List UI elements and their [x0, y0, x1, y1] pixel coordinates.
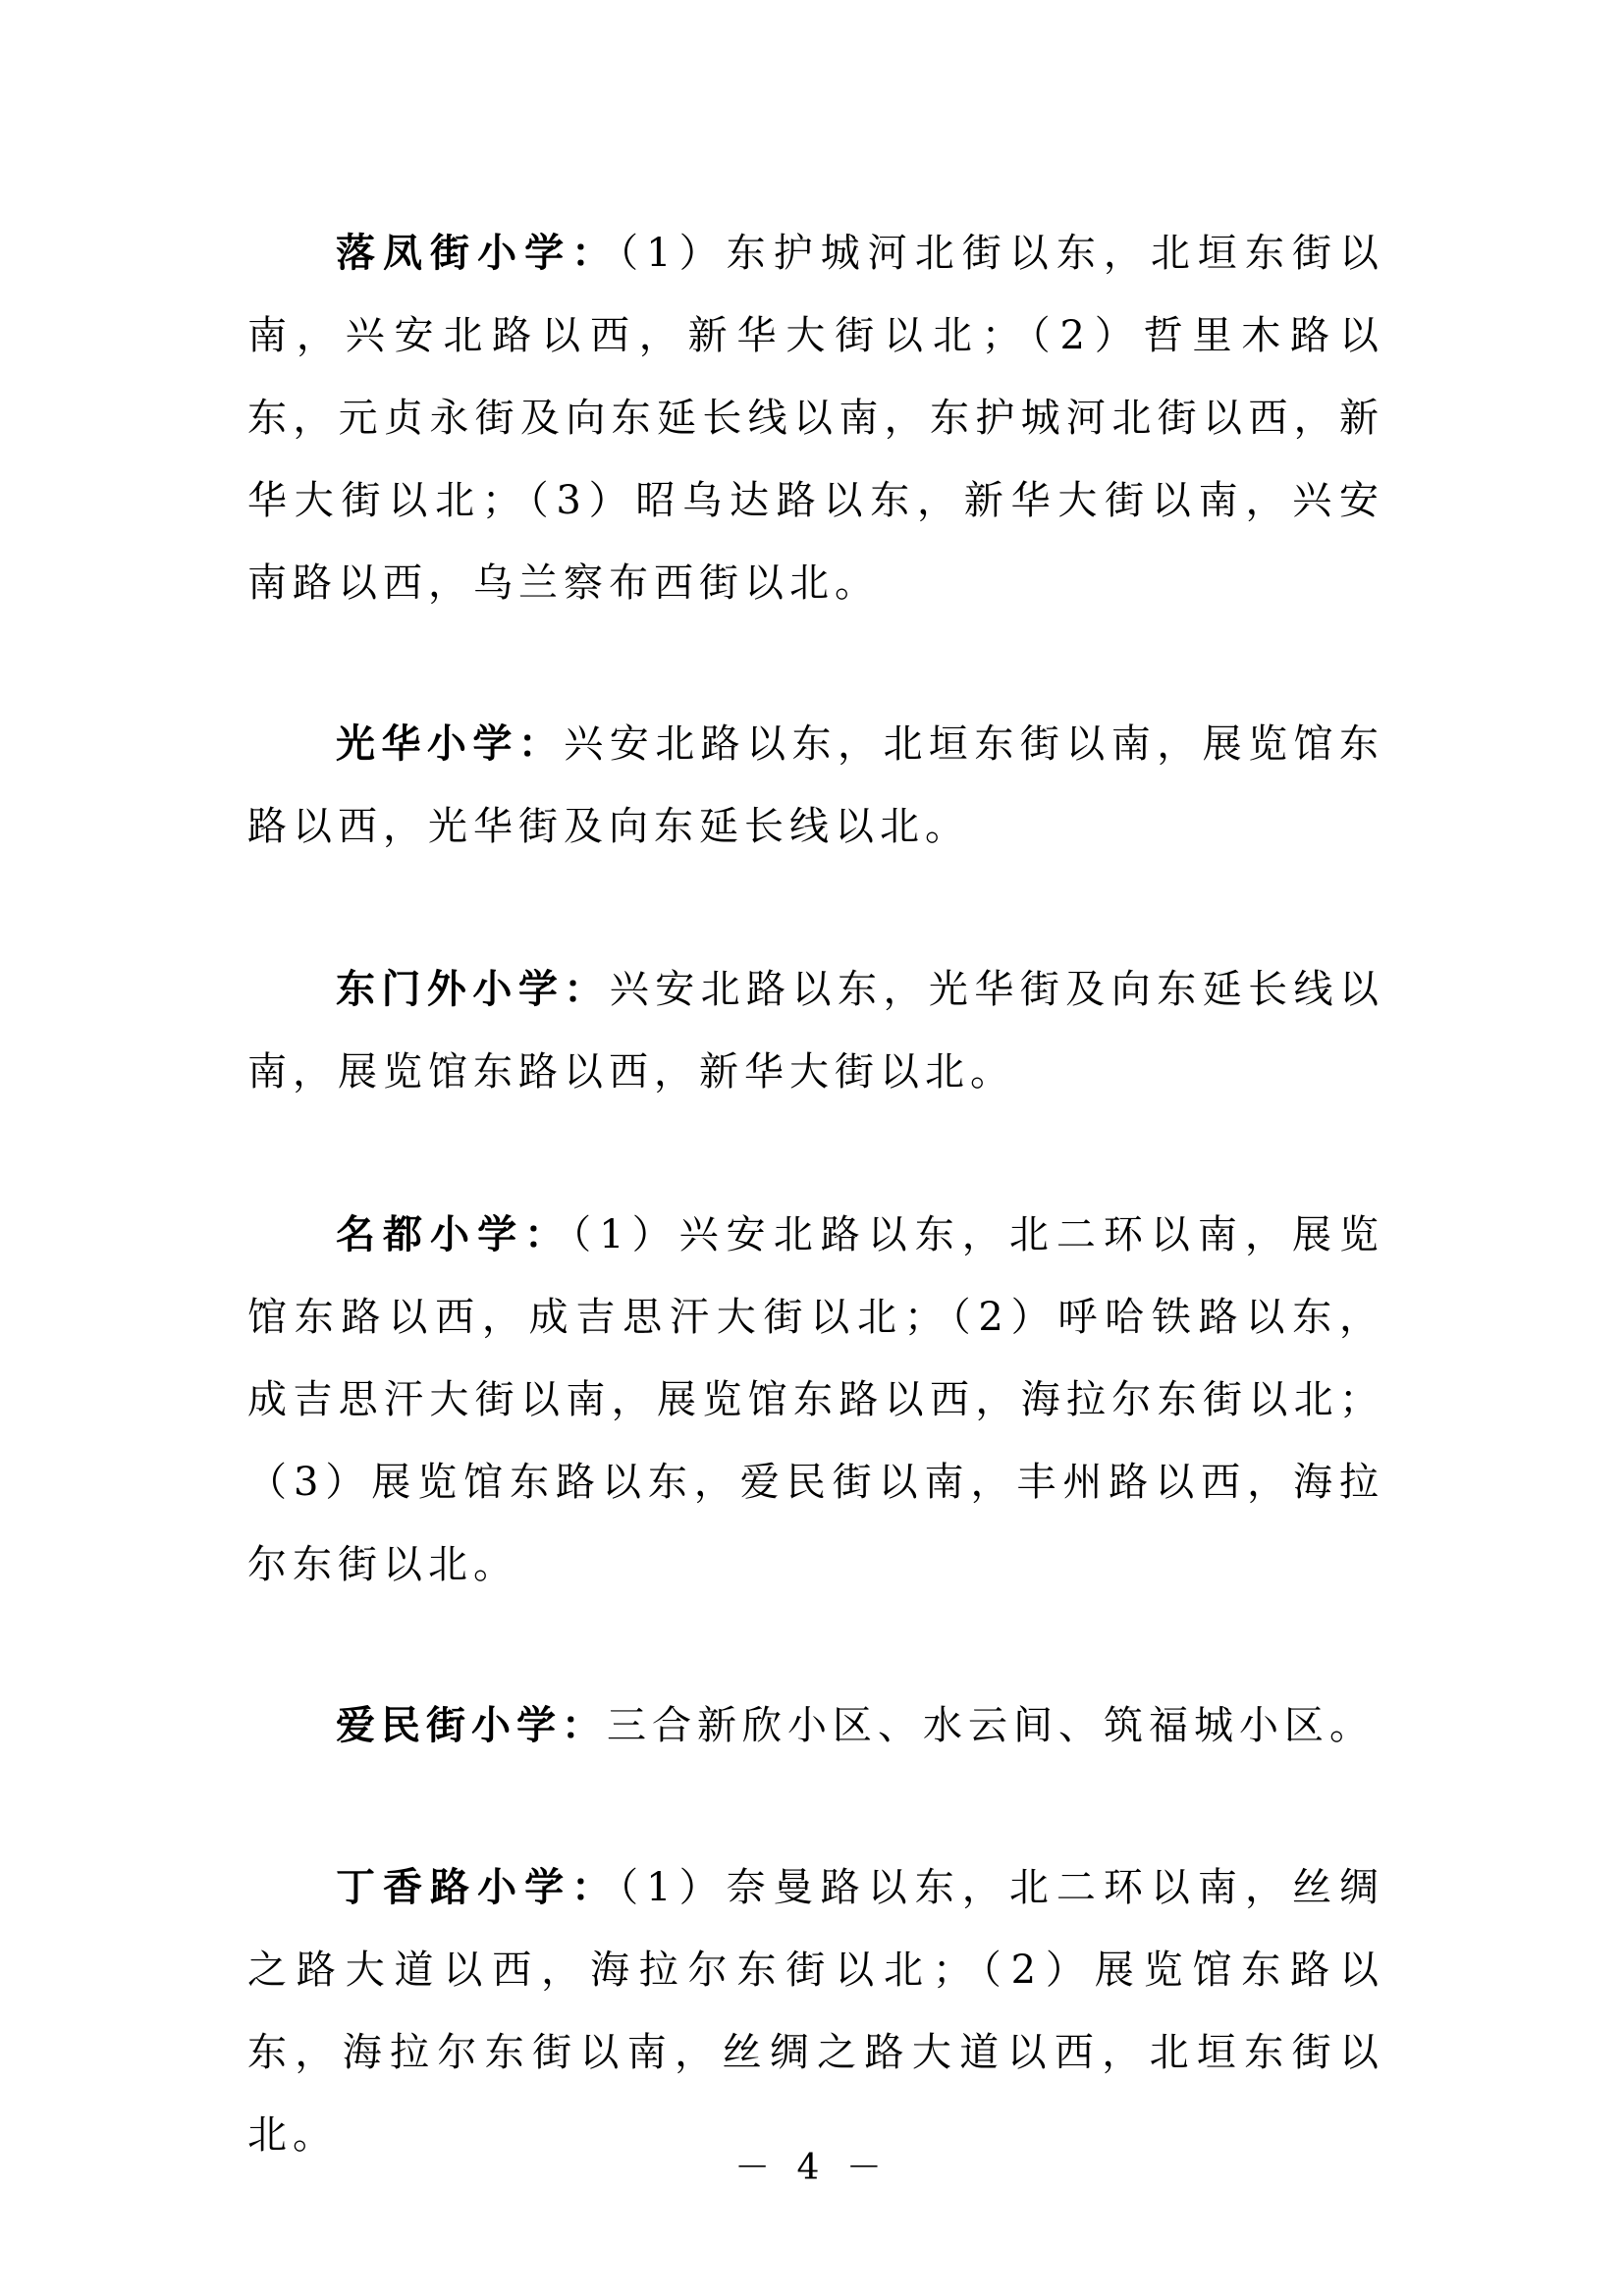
school-zone-entry	[247, 212, 1384, 624]
zone-description: 兴安北路以东，光华街及向东延长线以南，展览馆东路以西，新华大街以北。	[247, 967, 1385, 1095]
school-zone-entry	[247, 948, 1384, 1113]
school-name: 落凤街小学：	[336, 231, 620, 276]
zone-description: （1）奈曼路以东，北二环以南，丝绸之路大道以西，海拉尔东街以北；（2）展览馆东路以东，海拉尔东街以南，丝绸之路大道以西，北垣东街以北。	[247, 1865, 1385, 2158]
zone-description: 兴安北路以东，北垣东街以南，展览馆东路以西，光华街及向东延长线以北。	[247, 721, 1385, 849]
school-name: 名都小学：	[336, 1212, 572, 1257]
school-name: 丁香路小学：	[336, 1865, 620, 1910]
school-name: 光华小学：	[336, 721, 565, 767]
zone-description: （1）东护城河北街以东，北垣东街以南，兴安北路以西，新华大街以北；（2）哲里木路以东，元贞永街及向东延长线以南，东护城河北街以西，新华大街以北；（3）昭乌达路以东，新华大街以南，兴安南路以西，乌兰察布西街以北。	[247, 231, 1385, 606]
zone-description: （1）兴安北路以东，北二环以南，展览馆东路以西，成吉思汗大街以北；（2）呼哈铁路以东，成吉思汗大街以南，展览馆东路以西，海拉尔东街以北；（3）展览馆东路以东，爱民街以南，丰州路以西，海拉尔东街以北。	[247, 1212, 1384, 1587]
school-name: 爱民街小学：	[336, 1703, 607, 1748]
zone-description: 三合新欣小区、水云间、筑福城小区。	[607, 1703, 1375, 1748]
school-name: 东门外小学：	[336, 967, 610, 1012]
school-zone-entry	[247, 1684, 1384, 1767]
school-zone-entry	[247, 1846, 1384, 2176]
school-zone-entry	[247, 703, 1384, 868]
page-number: － 4 －	[734, 2148, 890, 2188]
school-zone-entry	[247, 1194, 1384, 1606]
